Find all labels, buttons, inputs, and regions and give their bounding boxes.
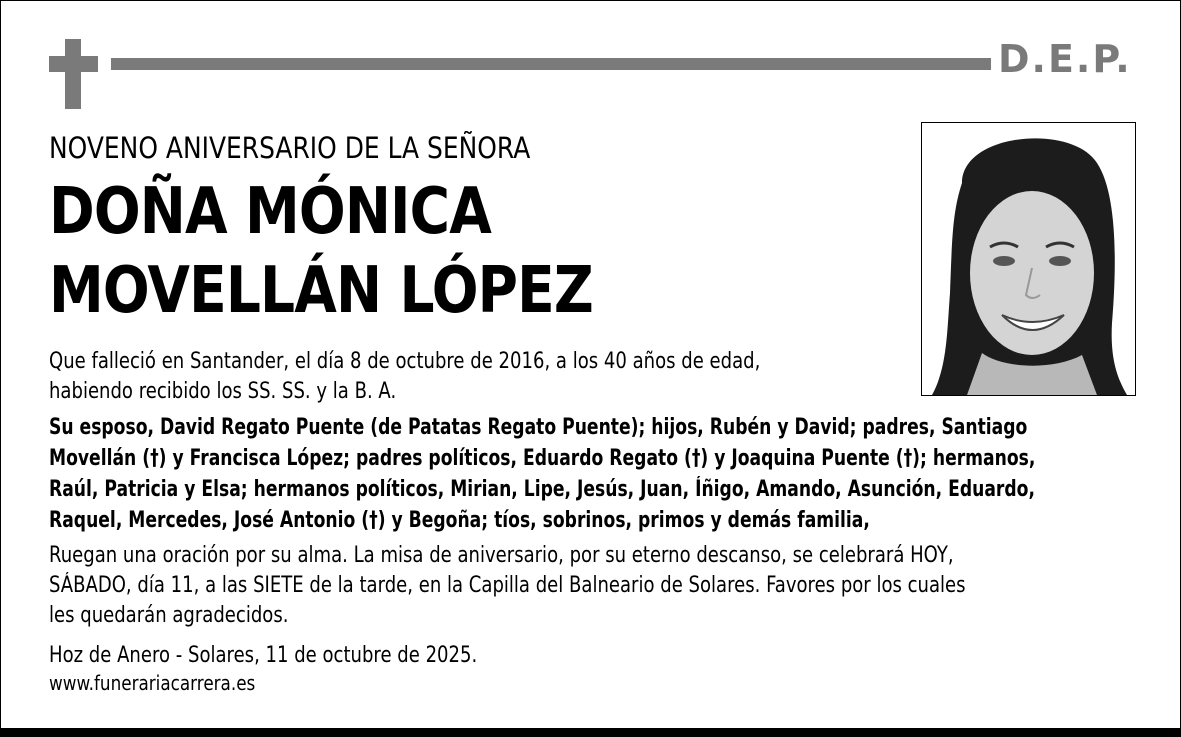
header-rule: [111, 58, 991, 70]
mass-details-line-2: SÁBADO, día 11, a las SIETE de la tarde, en la Capilla del Balneario de Solares. Favores por los cuales: [49, 573, 966, 598]
deceased-name-line-2: MOVELLÁN LÓPEZ: [49, 254, 593, 328]
death-details-line-2: habiendo recibido los SS. SS. y la B. A.: [49, 379, 397, 404]
death-details-line-1: Que falleció en Santander, el día 8 de octubre de 2016, a los 40 años de edad,: [49, 349, 761, 374]
anniversary-heading: NOVENO ANIVERSARIO DE LA SEÑORA: [49, 131, 531, 165]
family-line-2: Movellán (†) y Francisca López; padres políticos, Eduardo Regato (†) y Joaquina Puente (†); hermanos,: [49, 446, 1036, 471]
cross-icon: [65, 39, 81, 109]
place-and-date: Hoz de Anero - Solares, 11 de octubre de 2025.: [49, 643, 478, 668]
deceased-portrait-photo: [921, 122, 1136, 396]
family-line-1: Su esposo, David Regato Puente (de Patatas Regato Puente); hijos, Rubén y David; padres, Santiago: [49, 415, 1028, 440]
family-line-3: Raúl, Patricia y Elsa; hermanos políticos, Mirian, Lipe, Jesús, Juan, Íñigo, Amando, Asunción, Eduardo,: [49, 477, 1035, 502]
dep-mark: D.E.P.: [998, 37, 1132, 81]
funeral-home-website-link[interactable]: www.funerariacarrera.es: [49, 671, 256, 695]
family-line-4: Raquel, Mercedes, José Antonio (†) y Begoña; tíos, sobrinos, primos y demás familia,: [49, 508, 870, 533]
portrait-image: [922, 123, 1135, 395]
mass-details-line-1: Ruegan una oración por su alma. La misa de aniversario, por su eterno descanso, se celebrará HOY,: [49, 543, 954, 568]
cross-icon-bar: [49, 56, 98, 72]
bottom-rule: [0, 728, 1181, 737]
deceased-name-line-1: DOÑA MÓNICA: [49, 175, 491, 249]
mass-details-line-3: les quedarán agradecidos.: [49, 603, 289, 628]
